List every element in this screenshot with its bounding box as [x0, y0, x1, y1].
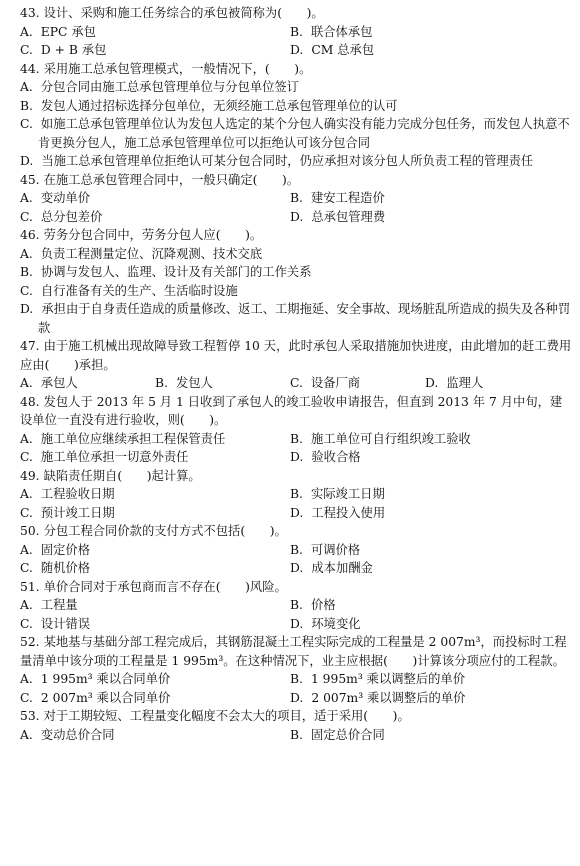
option-d: [290, 41, 572, 60]
option-label: B.: [290, 431, 303, 446]
option-label: A.: [20, 431, 33, 446]
option-list: [20, 189, 572, 226]
question-q49: [20, 467, 572, 523]
option-text: 联合体承包: [310, 24, 373, 39]
question-q48: [20, 393, 572, 467]
option-d: [20, 300, 572, 337]
option-label: C.: [20, 690, 33, 705]
option-label: D.: [290, 616, 304, 631]
option-label: A.: [20, 191, 33, 205]
option-text: 发包人通过招标选择分包单位，无须经施工总承包管理单位的认可: [40, 98, 398, 113]
option-label: D.: [290, 43, 304, 57]
option-list: [20, 485, 572, 522]
question-q46: [20, 226, 572, 337]
question-stem: [20, 226, 572, 245]
option-text: 施工单位可自行组织竣工验收: [310, 431, 471, 446]
option-text: 固定价格: [40, 542, 90, 557]
option-text: 1 995m³ 乘以调整后的单价: [310, 672, 466, 686]
option-label: D.: [20, 154, 34, 168]
option-d: [290, 615, 572, 634]
option-a: [20, 726, 290, 745]
option-d: [290, 559, 572, 578]
option-a: [20, 485, 290, 504]
option-label: C.: [20, 450, 33, 464]
question-text: 发包人于 2013 年 5 月 1 日收到了承包人的竣工验收申请报告，但直到 2013 年 7 月中旬，建设单位一直没有进行验收，则( )。: [20, 394, 563, 427]
question-q52: [20, 633, 572, 707]
option-label: D.: [290, 505, 304, 520]
option-label: C.: [290, 376, 303, 390]
question-stem: [20, 707, 572, 726]
option-text: 工程投入使用: [311, 505, 386, 520]
option-label: B.: [290, 672, 303, 686]
option-list: [20, 78, 572, 171]
option-b: [20, 97, 572, 116]
question-text: 设计、采购和施工任务综合的承包被简称为( )。: [43, 6, 324, 20]
option-text: 变动单价: [40, 191, 90, 205]
question-stem: [20, 4, 572, 23]
option-text: 2 007m³ 乘以合同单价: [40, 690, 171, 705]
question-stem: [20, 578, 572, 597]
option-c: [20, 615, 290, 634]
question-stem: [20, 60, 572, 79]
option-text: 工程量: [40, 598, 78, 612]
option-d: [20, 152, 572, 171]
option-c: [20, 282, 572, 301]
question-q47: [20, 337, 572, 393]
option-a: [20, 245, 572, 264]
option-label: A.: [20, 376, 33, 390]
option-label: B.: [20, 98, 33, 113]
question-text: 在施工总承包管理合同中，一般只确定( )。: [43, 172, 300, 187]
question-text: 劳务分包合同中，劳务分包人应( )。: [43, 228, 263, 242]
question-number: 44.: [20, 61, 40, 76]
question-number: 45.: [20, 172, 40, 187]
question-list: [20, 4, 572, 744]
option-d: [290, 448, 572, 467]
question-q53: [20, 707, 572, 744]
option-text: 当施工总承包管理单位拒绝认可某分包合同时，仍应承担对该分包人所负责工程的管理责任: [41, 154, 534, 168]
option-a: [20, 670, 290, 689]
question-text: 采用施工总承包管理模式，一般情况下，( )。: [43, 61, 312, 76]
option-text: 固定总价合同: [310, 727, 385, 742]
option-a: [20, 78, 572, 97]
option-a: [20, 596, 290, 615]
option-label: B.: [155, 376, 168, 390]
question-number: 51.: [20, 579, 40, 594]
option-b: [290, 430, 572, 449]
option-label: D.: [290, 209, 304, 224]
option-c: [20, 208, 290, 227]
option-c: [20, 41, 290, 60]
option-label: A.: [20, 727, 33, 742]
option-text: 随机价格: [40, 561, 91, 575]
question-text: 由于施工机械出现故障导致工程暂停 10 天，此时承包人采取措施加快进度，由此增加的赶工费用应由( )承担。: [20, 339, 572, 372]
question-text: 缺陷责任期自( )起计算。: [43, 468, 201, 483]
question-text: 对于工期较短、工程量变化幅度不会太大的项目，适于采用( )。: [43, 709, 410, 723]
option-text: 预计竣工日期: [40, 505, 115, 520]
option-text: 变动总价合同: [40, 727, 115, 742]
option-list: [20, 430, 572, 467]
option-a: [20, 374, 155, 393]
option-b: [290, 726, 572, 745]
option-label: D.: [425, 376, 439, 390]
option-label: D.: [290, 561, 304, 575]
option-b: [290, 596, 572, 615]
question-q51: [20, 578, 572, 634]
question-q44: [20, 60, 572, 171]
option-list: [20, 726, 572, 745]
option-b: [155, 374, 290, 393]
option-text: CM 总承包: [311, 43, 375, 57]
option-a: [20, 189, 290, 208]
option-label: A.: [20, 487, 33, 501]
option-label: D.: [20, 302, 34, 316]
option-label: C.: [20, 561, 33, 575]
option-label: C.: [20, 209, 33, 224]
option-text: 环境变化: [311, 616, 361, 631]
option-c: [20, 448, 290, 467]
option-c: [290, 374, 425, 393]
option-c: [20, 689, 290, 708]
question-number: 53.: [20, 709, 40, 723]
option-text: 承担由于自身责任造成的质量修改、返工、工期拖延、安全事故、现场脏乱所造成的损失及各种罚款: [38, 302, 571, 335]
question-stem: [20, 393, 572, 430]
option-text: 工程验收日期: [40, 487, 115, 501]
option-label: B.: [290, 598, 303, 612]
option-text: 总承包管理费: [311, 209, 386, 224]
option-list: [20, 670, 572, 707]
option-text: 负责工程测量定位、沉降观测、技术交底: [40, 246, 263, 261]
option-text: 承包人: [40, 376, 78, 390]
question-stem: [20, 633, 572, 670]
option-label: C.: [20, 117, 33, 131]
option-c: [20, 559, 290, 578]
option-b: [290, 541, 572, 560]
option-text: 验收合格: [311, 450, 361, 464]
option-text: 可调价格: [310, 542, 361, 557]
question-q45: [20, 171, 572, 227]
option-text: 施工单位应继续承担工程保管责任: [40, 431, 226, 446]
option-text: D + B 承包: [40, 43, 107, 57]
option-c: [20, 504, 290, 523]
option-label: C.: [20, 43, 33, 57]
option-b: [290, 23, 572, 42]
option-b: [290, 189, 572, 208]
option-text: 价格: [310, 598, 336, 612]
option-a: [20, 23, 290, 42]
option-text: 分包合同由施工总承包管理单位与分包单位签订: [40, 80, 300, 94]
option-label: A.: [20, 542, 33, 557]
option-text: 设备厂商: [310, 376, 361, 390]
question-stem: [20, 337, 572, 374]
option-text: 总分包差价: [40, 209, 103, 224]
option-list: [20, 245, 572, 338]
question-text: 分包工程合同价款的支付方式不包括( )。: [43, 524, 287, 538]
option-list: [20, 541, 572, 578]
option-d: [290, 208, 572, 227]
option-c: [20, 115, 572, 152]
question-stem: [20, 467, 572, 486]
question-stem: [20, 171, 572, 190]
question-number: 50.: [20, 524, 40, 538]
question-text: 单价合同对于承包商而言不存在( )风险。: [43, 579, 287, 594]
option-text: 1 995m³ 乘以合同单价: [40, 672, 171, 686]
question-number: 46.: [20, 228, 40, 242]
option-label: C.: [20, 283, 33, 298]
option-label: C.: [20, 505, 33, 520]
option-list: [20, 374, 572, 393]
option-a: [20, 430, 290, 449]
option-label: C.: [20, 616, 33, 631]
option-d: [290, 689, 572, 708]
option-text: 2 007m³ 乘以调整后的单价: [311, 690, 466, 705]
option-label: B.: [20, 265, 33, 279]
option-text: 实际竣工日期: [310, 487, 385, 501]
option-label: B.: [290, 727, 303, 742]
question-number: 47.: [20, 339, 40, 353]
option-a: [20, 541, 290, 560]
option-label: A.: [20, 672, 33, 686]
question-text: 某地基与基础分部工程完成后，其钢筋混凝土工程实际完成的工程量是 2 007m³，而投标时工程量清单中该分项的工程量是 1 995m³。在这种情况下，业主应根据( )计算该分项应付的工程款。: [20, 635, 567, 668]
option-text: 协调与发包人、监理、设计及有关部门的工作关系: [40, 265, 312, 279]
question-number: 49.: [20, 468, 40, 483]
option-label: B.: [290, 24, 303, 39]
option-text: 建安工程造价: [310, 191, 385, 205]
question-stem: [20, 522, 572, 541]
question-number: 52.: [20, 635, 40, 649]
option-label: B.: [290, 487, 303, 501]
option-b: [20, 263, 572, 282]
option-list: [20, 23, 572, 60]
option-label: A.: [20, 598, 33, 612]
option-text: 发包人: [175, 376, 213, 390]
option-label: A.: [20, 80, 33, 94]
option-d: [290, 504, 572, 523]
option-label: B.: [290, 542, 303, 557]
option-label: B.: [290, 191, 303, 205]
option-label: D.: [290, 450, 304, 464]
option-list: [20, 596, 572, 633]
question-number: 43.: [20, 6, 40, 20]
question-q50: [20, 522, 572, 578]
option-b: [290, 670, 572, 689]
option-label: A.: [20, 246, 33, 261]
option-text: 施工单位承担一切意外责任: [40, 450, 189, 464]
option-text: 监理人: [446, 376, 484, 390]
option-label: D.: [290, 690, 304, 705]
option-d: [425, 374, 572, 393]
option-text: 设计错误: [40, 616, 91, 631]
question-number: 48.: [20, 394, 40, 409]
option-b: [290, 485, 572, 504]
option-text: EPC 承包: [40, 24, 96, 39]
option-label: A.: [20, 24, 33, 39]
option-text: 自行准备有关的生产、生活临时设施: [40, 283, 238, 298]
option-text: 成本加酬金: [311, 561, 373, 575]
option-text: 如施工总承包管理单位认为发包人选定的某个分包人确实没有能力完成分包任务，而发包人执意不肯更换分包人，施工总承包管理单位可以拒绝认可该分包合同: [38, 117, 570, 150]
question-q43: [20, 4, 572, 60]
